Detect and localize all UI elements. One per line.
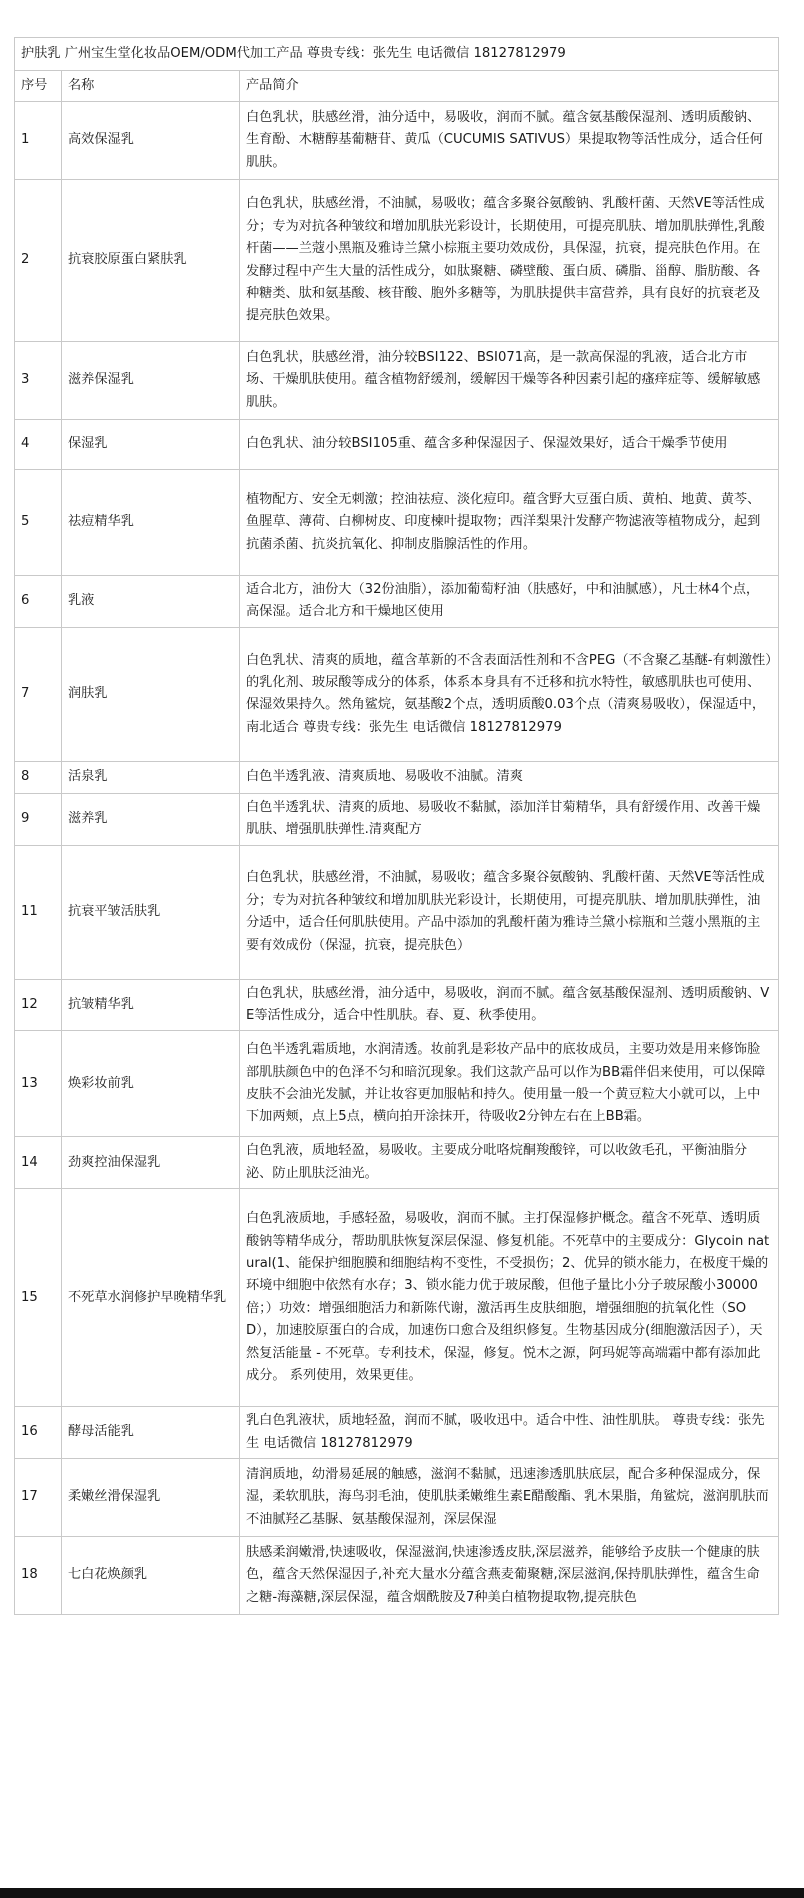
product-name: 焕彩妆前乳 xyxy=(62,1031,240,1137)
product-name: 柔嫩丝滑保湿乳 xyxy=(62,1459,240,1537)
row-number: 17 xyxy=(15,1459,62,1537)
product-description: 白色乳状，肤感丝滑，油分适中，易吸收，润而不腻。蕴含氨基酸保湿剂、透明质酸钠、生育酚、木糖醇基葡糖苷、黄瓜（CUCUMIS SATIVUS）果提取物等活性成分，适合任何肌肤。 xyxy=(240,102,779,180)
table-row xyxy=(15,576,779,628)
product-name: 滋养乳 xyxy=(62,793,240,845)
table-row xyxy=(15,180,779,342)
title-row xyxy=(15,38,779,71)
product-name: 抗衰胶原蛋白紧肤乳 xyxy=(62,180,240,342)
product-name: 保湿乳 xyxy=(62,420,240,470)
product-name: 祛痘精华乳 xyxy=(62,470,240,576)
table-row xyxy=(15,420,779,470)
header-name: 名称 xyxy=(62,71,240,102)
row-number: 16 xyxy=(15,1407,62,1459)
table-row xyxy=(15,627,779,761)
table-row xyxy=(15,342,779,420)
row-number: 2 xyxy=(15,180,62,342)
product-name: 高效保湿乳 xyxy=(62,102,240,180)
row-number: 13 xyxy=(15,1031,62,1137)
product-name: 酵母活能乳 xyxy=(62,1407,240,1459)
product-name: 活泉乳 xyxy=(62,761,240,793)
product-description: 白色半透乳液、清爽质地、易吸收不油腻。清爽 xyxy=(240,761,779,793)
product-description: 乳白色乳液状，质地轻盈，润而不腻，吸收迅中。适合中性、油性肌肤。 尊贵专线：张先生 电话微信 18127812979 xyxy=(240,1407,779,1459)
row-number: 8 xyxy=(15,761,62,793)
product-description: 白色乳状，肤感丝滑，不油腻，易吸收；蕴含多聚谷氨酸钠、乳酸杆菌、天然VE等活性成分；专为对抗各种皱纹和增加肌肤光彩设计，长期使用，可提亮肌肤、增加肌肤弹性，油分适中，适合任何肌肤使用。产品中添加的乳酸杆菌为雅诗兰黛小棕瓶和兰蔻小黑瓶的主要有效成份（保湿，抗衰，提亮肤色） xyxy=(240,845,779,979)
product-description: 肤感柔润嫩滑,快速吸收，保湿滋润,快速渗透皮肤,深层滋养，能够给予皮肤一个健康的肤色，蕴含天然保湿因子,补充大量水分蕴含燕麦葡聚糖,深层滋润,保持肌肤弹性，蕴含生命之糖-海藻糖,深层保湿，蕴含烟酰胺及7种美白植物提取物,提亮肤色 xyxy=(240,1537,779,1615)
table-row xyxy=(15,761,779,793)
product-description: 植物配方、安全无刺激；控油祛痘、淡化痘印。蕴含野大豆蛋白质、黄柏、地黄、黄芩、鱼腥草、薄荷、白柳树皮、印度楝叶提取物；西洋梨果汁发酵产物滤液等植物成分，起到抗菌杀菌、抗炎抗氧化、抑制皮脂腺活性的作用。 xyxy=(240,470,779,576)
header-desc: 产品简介 xyxy=(240,71,779,102)
table-row xyxy=(15,845,779,979)
table-row xyxy=(15,793,779,845)
row-number: 11 xyxy=(15,845,62,979)
row-number: 5 xyxy=(15,470,62,576)
product-description: 白色乳状，肤感丝滑，油分较BSI122、BSI071高，是一款高保湿的乳液，适合北方市场、干燥肌肤使用。蕴含植物舒缓剂，缓解因干燥等各种因素引起的瘙痒症等、缓解敏感肌肤。 xyxy=(240,342,779,420)
product-name: 乳液 xyxy=(62,576,240,628)
row-number: 14 xyxy=(15,1137,62,1189)
row-number: 6 xyxy=(15,576,62,628)
product-description: 清润质地，幼滑易延展的触感，滋润不黏腻，迅速渗透肌肤底层，配合多种保湿成分，保湿，柔软肌肤，海鸟羽毛油，使肌肤柔嫩维生素E醋酸酯、乳木果脂，角鲨烷，滋润肌肤而不油腻羟乙基脲、氨基酸保湿剂，深层保湿 xyxy=(240,1459,779,1537)
product-description: 白色半透乳状、清爽的质地、易吸收不黏腻，添加洋甘菊精华，具有舒缓作用、改善干燥肌肤、增强肌肤弹性.清爽配方 xyxy=(240,793,779,845)
table-row xyxy=(15,1031,779,1137)
product-name: 劲爽控油保湿乳 xyxy=(62,1137,240,1189)
product-table xyxy=(14,37,779,1615)
table-row xyxy=(15,1407,779,1459)
product-name: 不死草水润修护早晚精华乳 xyxy=(62,1189,240,1407)
table-title: 护肤乳 广州宝生堂化妆品OEM/ODM代加工产品 尊贵专线：张先生 电话微信 18127812979 xyxy=(15,38,779,71)
product-description: 白色乳状，肤感丝滑，油分适中，易吸收，润而不腻。蕴含氨基酸保湿剂、透明质酸钠、VE等活性成分，适合中性肌肤。春、夏、秋季使用。 xyxy=(240,979,779,1031)
product-description: 白色乳液质地，手感轻盈，易吸收，润而不腻。主打保湿修护概念。蕴含不死草、透明质酸钠等精华成分，帮助肌肤恢复深层保湿、修复机能。不死草中的主要成分：Glycoin natural(1、能保护细胞膜和细胞结构不变性，不受损伤；2、优异的锁水能力，在极度干燥的环境中细胞中依然有水存；3、锁水能力优于玻尿酸，但他子量比小分子玻尿酸小30000倍；）功效：增强细胞活力和新陈代谢，激活再生皮肤细胞，增强细胞的抗氧化性（SOD），加速胶原蛋白的合成，加速伤口愈合及组织修复。生物基因成分(细胞激活因子），天然复活能量 - 不死草。专利技术，保湿，修复。悦木之源，阿玛妮等高端霜中都有添加此成分。 系列使用，效果更佳。 xyxy=(240,1189,779,1407)
table-row xyxy=(15,102,779,180)
row-number: 12 xyxy=(15,979,62,1031)
bottom-border xyxy=(0,1888,804,1898)
product-name: 抗皱精华乳 xyxy=(62,979,240,1031)
product-name: 抗衰平皱活肤乳 xyxy=(62,845,240,979)
row-number: 18 xyxy=(15,1537,62,1615)
table-row xyxy=(15,470,779,576)
header-no: 序号 xyxy=(15,71,62,102)
product-description: 白色乳状、油分较BSI105重、蕴含多种保湿因子、保湿效果好，适合干燥季节使用 xyxy=(240,420,779,470)
product-description: 白色乳液，质地轻盈，易吸收。主要成分吡咯烷酮羧酸锌，可以收敛毛孔，平衡油脂分泌、防止肌肤泛油光。 xyxy=(240,1137,779,1189)
product-description: 白色乳状，肤感丝滑，不油腻，易吸收；蕴含多聚谷氨酸钠、乳酸杆菌、天然VE等活性成分；专为对抗各种皱纹和增加肌肤光彩设计，长期使用，可提亮肌肤、增加肌肤弹性,乳酸杆菌——兰蔻小黑瓶及雅诗兰黛小棕瓶主要功效成份，具保湿，抗衰，提亮肤色作用。在发酵过程中产生大量的活性成分，如肽聚糖、磷壁酸、蛋白质、磷脂、甾醇、脂肪酸、各种糖类、肽和氨基酸、核苷酸、胞外多糖等，为肌肤提供丰富营养，具有良好的抗衰老及提亮肤色效果。 xyxy=(240,180,779,342)
row-number: 9 xyxy=(15,793,62,845)
row-number: 3 xyxy=(15,342,62,420)
table-row xyxy=(15,979,779,1031)
product-description: 白色半透乳霜质地，水润清透。妆前乳是彩妆产品中的底妆成员，主要功效是用来修饰脸部肌肤颜色中的色泽不匀和暗沉现象。我们这款产品可以作为BB霜伴侣来使用，可以保障皮肤不会油光发腻，并让妆容更加服帖和持久。使用量一般一个黄豆粒大小就可以，上中下加两颊，点上5点，横向拍开涂抹开，待吸收2分钟左右在上BB霜。 xyxy=(240,1031,779,1137)
header-row xyxy=(15,71,779,102)
product-description: 白色乳状、清爽的质地，蕴含革新的不含表面活性剂和不含PEG（不含聚乙基醚-有刺激性）的乳化剂、玻尿酸等成分的体系，体系本身具有不迁移和抗水特性，敏感肌肤也可使用、保湿效果持久。然角鲨烷，氨基酸2个点，透明质酸0.03个点（清爽易吸收），保湿适中，南北适合 尊贵专线：张先生 电话微信 18127812979 xyxy=(240,627,779,761)
row-number: 4 xyxy=(15,420,62,470)
product-table-body xyxy=(15,38,779,1615)
row-number: 7 xyxy=(15,627,62,761)
product-name: 滋养保湿乳 xyxy=(62,342,240,420)
table-row xyxy=(15,1537,779,1615)
product-description: 适合北方，油份大（32份油脂），添加葡萄籽油（肤感好，中和油腻感），凡士林4个点，高保湿。适合北方和干燥地区使用 xyxy=(240,576,779,628)
row-number: 15 xyxy=(15,1189,62,1407)
table-row xyxy=(15,1137,779,1189)
row-number: 1 xyxy=(15,102,62,180)
product-name: 七白花焕颜乳 xyxy=(62,1537,240,1615)
table-row xyxy=(15,1459,779,1537)
product-name: 润肤乳 xyxy=(62,627,240,761)
table-row xyxy=(15,1189,779,1407)
